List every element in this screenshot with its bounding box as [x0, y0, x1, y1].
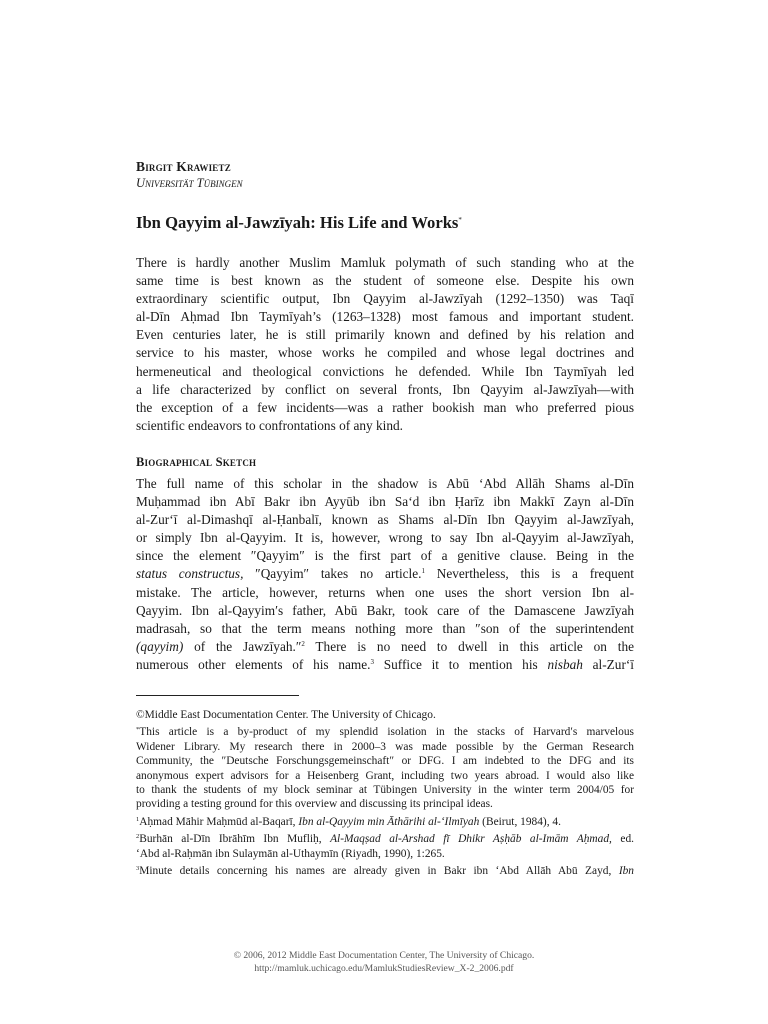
text-run: This article is a by-product of my splendid isolation in the stacks of Harvard′s marvelous: [139, 726, 634, 739]
footnote-ref: 1: [421, 567, 425, 576]
footnote-line: [136, 725, 634, 739]
text-run: (Beirut, 1984), 4.: [479, 815, 561, 828]
intro-line: a life characterized by conflict on several fronts, Ibn Qayyim al-Jawzīyah—with: [136, 381, 634, 397]
footnote-3: [136, 864, 634, 878]
bio-line: Muḥammad ibn Abī Bakr ibn Ayyūb ibn Sa‘d ibn Ḥarīz ibn Makkī Zayn al-Dīn: [136, 494, 634, 510]
bio-line: al-Zur‘ī al-Dimashqī al-Ḥanbalī, known as Shams al-Dīn Ibn Qayyim al-Jawzīyah,: [136, 512, 634, 528]
text-run: There is no need to dwell in this article on the: [304, 638, 634, 654]
title-note-marker: *: [458, 216, 462, 224]
bio-line: [136, 638, 634, 656]
footnote-line: anonymous expert advisors for a Heisenberg Grant, including two years abroad. I would also like: [136, 769, 634, 782]
intro-line: same time is best known as the student of someone else. Despite his own: [136, 273, 634, 289]
footnote-divider: [136, 695, 299, 696]
author-affiliation: Universität Tübingen: [136, 176, 243, 190]
intro-line: extraordinary scientific output, Ibn Qayyim al-Jawzīyah (1292–1350) was Taqī: [136, 291, 634, 307]
italic-term: nisbah: [547, 656, 583, 672]
text-run: numerous other elements of his name.: [136, 656, 371, 672]
text-run: Minute details concerning his names are already given in Bakr ibn ‘Abd Allāh Abū Zayd,: [139, 864, 619, 877]
footnote-marker: *: [136, 726, 140, 734]
footnote-line: to thank the students of my block seminar at Tübingen University in the winter term 2004/05 for: [136, 783, 634, 796]
intro-paragraph: [136, 254, 634, 435]
italic-term: (qayyim): [136, 638, 184, 654]
footer-copyright: © 2006, 2012 Middle East Documentation Center, The University of Chicago.: [233, 950, 535, 961]
text-run: of the Jawzīyah.″: [183, 638, 302, 654]
italic-title: Ibn al-Qayyim min Āthārihi al-‘Ilmīyah: [298, 815, 480, 828]
text-run: Burhān al-Dīn Ibrāhīm Ibn Mufliḥ,: [139, 833, 331, 846]
footnote-line: [136, 864, 634, 878]
footnote-line: ©Middle East Documentation Center. The University of Chicago.: [136, 709, 436, 721]
bio-line: since the element ″Qayyim″ is the first part of a genitive clause. Being in the: [136, 548, 634, 564]
intro-line: There is hardly another Muslim Mamluk polymath of such standing who at the: [136, 255, 634, 270]
text-run: Suffice it to mention his: [373, 656, 548, 672]
section-heading: Biographical Sketch: [136, 455, 257, 469]
intro-line: Even centuries later, he is still primarily known and defined by his relation and: [136, 327, 634, 343]
footnote-marker: 1: [136, 815, 140, 823]
footnote-line: Widener Library. My research there in 2000–3 was made possible by the German Research: [136, 740, 634, 753]
bio-line: Qayyim. Ibn al-Qayyim′s father, Abū Bakr, took care of the Damascene Jawzīyah: [136, 602, 634, 618]
italic-title: Ibn: [618, 864, 634, 877]
bio-paragraph: [136, 475, 634, 674]
bio-line: madrasah, so that the term means nothing more than ″son of the superintendent: [136, 620, 634, 636]
italic-title: Al-Maqṣad al-Arshad fī Dhikr Aṣḥāb al-Imām Aḥmad,: [330, 833, 612, 846]
footnote-2: [136, 832, 634, 861]
footnote-copyright: [136, 708, 634, 722]
intro-line: al-Dīn Aḥmad Ibn Taymīyah’s (1263–1328) most famous and important student.: [136, 309, 634, 325]
article-title-text: Ibn Qayyim al-Jawzīyah: His Life and Works: [136, 213, 459, 232]
author-name: Birgit Krawietz: [136, 159, 231, 174]
bio-line: [136, 656, 634, 674]
footnote-marker: 3: [136, 864, 140, 872]
footnote-marker: 2: [136, 833, 140, 841]
footnote-line: providing a testing ground for this overview and discussing its principal ideas.: [136, 798, 493, 811]
footnote-1: [136, 815, 634, 829]
intro-line: the exception of a few incidents—was a rather bookish man who preferred pious: [136, 399, 634, 415]
italic-term: status constructus,: [136, 566, 244, 582]
footnote-ref: 2: [301, 639, 305, 648]
footnote-line: [136, 815, 634, 829]
text-run: ″Qayyim″ takes no article.: [243, 566, 422, 582]
footnotes: [136, 708, 634, 881]
text-run: Aḥmad Māhir Maḥmūd al-Baqarī,: [139, 815, 299, 828]
bio-line: mistake. The article, however, returns when one uses the short version Ibn al-: [136, 584, 634, 600]
footnote-line: ‘Abd al-Raḥmān ibn Sulaymān al-Uthaymīn (Riyadh, 1990), 1:265.: [136, 847, 445, 860]
bio-line: or simply Ibn al-Qayyim. It is, however, wrong to say Ibn al-Qayyim al-Jawzīyah,: [136, 530, 634, 546]
intro-line: hermeneutical and theological convictions he defended. While Ibn Taymīyah led: [136, 363, 634, 379]
footnote-star: [136, 725, 634, 811]
footnote-line: Community, the ″Deutsche Forschungsgemeinschaft″ or DFG. I am indebted to the DFG and its: [136, 755, 634, 768]
intro-line: scientific endeavors to confrontations of any kind.: [136, 417, 403, 433]
intro-line: service to his master, whose works he compiled and whose legal doctrines and: [136, 345, 634, 361]
bio-line: The full name of this scholar in the shadow is Abū ‘Abd Allāh Shams al-Dīn: [136, 476, 634, 491]
footer-url[interactable]: http://mamluk.uchicago.edu/MamlukStudiesReview_X-2_2006.pdf: [254, 962, 514, 974]
bio-line: [136, 565, 634, 583]
footnote-line: [136, 832, 634, 846]
article-title: [136, 213, 462, 233]
author-block: [136, 158, 243, 192]
footnote-ref: 3: [370, 657, 374, 666]
text-run: Nevertheless, this is a frequent: [424, 566, 634, 582]
page-footer: [0, 950, 768, 975]
text-run: ed.: [611, 833, 634, 846]
text-run: al-Zur‘ī: [582, 656, 634, 672]
